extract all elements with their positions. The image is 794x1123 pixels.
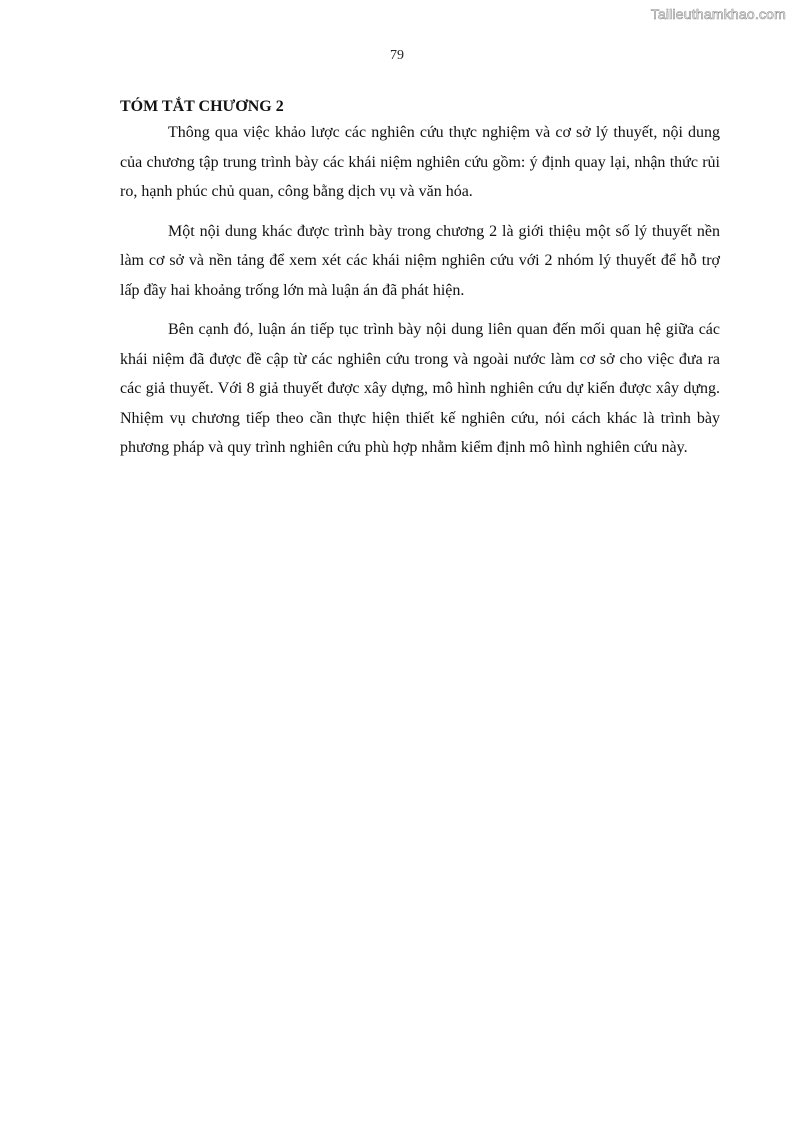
paragraph: Thông qua việc khảo lược các nghiên cứu thực nghiệm và cơ sở lý thuyết, nội dung của chương tập trung trình bày các khái niệm nghiên cứu gồm: ý định quay lại, nhận thức rủi ro, hạnh phúc chủ quan, công bằng dịch vụ và văn hóa. [120,124,720,200]
paragraph: Một nội dung khác được trình bày trong chương 2 là giới thiệu một số lý thuyết nền làm cơ sở và nền tảng để xem xét các khái niệm nghiên cứu với 2 nhóm lý thuyết để hỗ trợ lấp đầy hai khoảng trống lớn mà luận án đã phát hiện. [120,222,720,299]
page-number: 79 [390,48,404,63]
chapter-summary-heading: TÓM TẮT CHƯƠNG 2 [120,98,284,115]
watermark: Tailieuthamkhao.com [650,6,786,22]
document-body [120,96,720,473]
paragraph: Bên cạnh đó, luận án tiếp tục trình bày nội dung liên quan đến mối quan hệ giữa các khái niệm đã được đề cập từ các nghiên cứu trong và ngoài nước làm cơ sở cho việc đưa ra các giả thuyết. Với 8 giả thuyết được xây dựng, mô hình nghiên cứu dự kiến được xây dựng. Nhiệm vụ chương tiếp theo cần thực hiện thiết kế nghiên cứu, nói cách khác là trình bày phương pháp và quy trình nghiên cứu phù hợp nhằm kiểm định mô hình nghiên cứu này. [120,321,720,456]
